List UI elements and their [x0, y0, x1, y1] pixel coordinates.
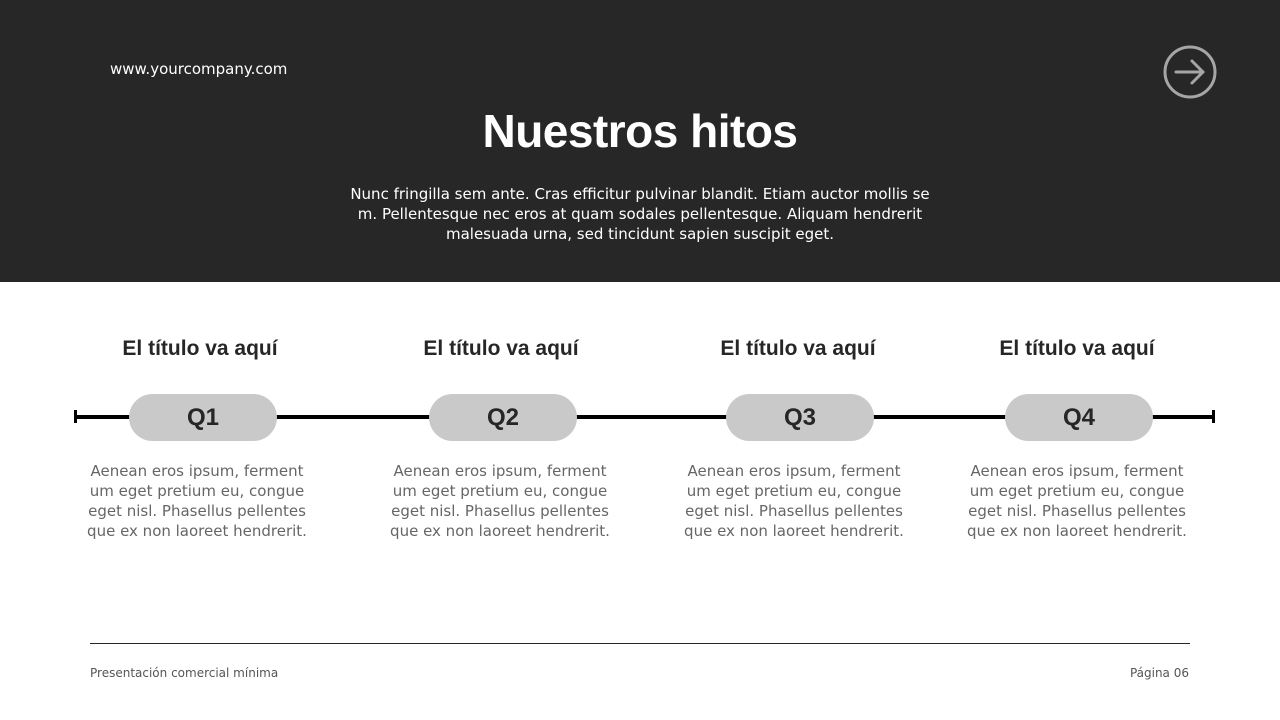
site-url[interactable]: www.yourcompany.com [110, 60, 288, 78]
milestone-pill-q2: Q2 [429, 394, 577, 441]
milestone-title-q1: El título va aquí [122, 337, 278, 360]
milestone-pill-q1: Q1 [129, 394, 277, 441]
milestone-description-q4: Aenean eros ipsum, fermentum eget pretium eu, congue eget nisl. Phasellus pellentesque ex non laoreet hendrerit. [967, 462, 1187, 540]
milestone-description-q2: Aenean eros ipsum, fermentum eget pretium eu, congue eget nisl. Phasellus pellentesque ex non laoreet hendrerit. [390, 462, 610, 540]
timeline-start-cap [74, 410, 77, 423]
milestone-title-q2: El título va aquí [423, 337, 579, 360]
footer-presentation-name: Presentación comercial mínima [90, 666, 279, 680]
timeline-end-cap [1212, 410, 1215, 423]
milestone-title-q3: El título va aquí [720, 337, 876, 360]
arrow-right-circle-icon[interactable] [1162, 44, 1218, 100]
milestone-title-q4: El título va aquí [999, 337, 1155, 360]
milestone-description-q1: Aenean eros ipsum, fermentum eget pretium eu, congue eget nisl. Phasellus pellentesque ex non laoreet hendrerit. [87, 462, 307, 540]
milestone-description-q3: Aenean eros ipsum, fermentum eget pretium eu, congue eget nisl. Phasellus pellentesque ex non laoreet hendrerit. [684, 462, 904, 540]
milestone-pill-q3: Q3 [726, 394, 874, 441]
page-title: Nuestros hitos [482, 105, 798, 157]
milestone-pill-q4: Q4 [1005, 394, 1153, 441]
header-banner [0, 0, 1280, 282]
page-subtitle: Nunc fringilla sem ante. Cras efficitur pulvinar blandit. Etiam auctor mollis sem. Pellentesque nec eros at quam sodales pellentesque. Aliquam hendrerit malesuada urna, sed tincidunt sapien suscipit eget. [350, 185, 930, 243]
footer-page-number: Página 06 [1129, 666, 1189, 680]
footer-divider [90, 643, 1190, 644]
